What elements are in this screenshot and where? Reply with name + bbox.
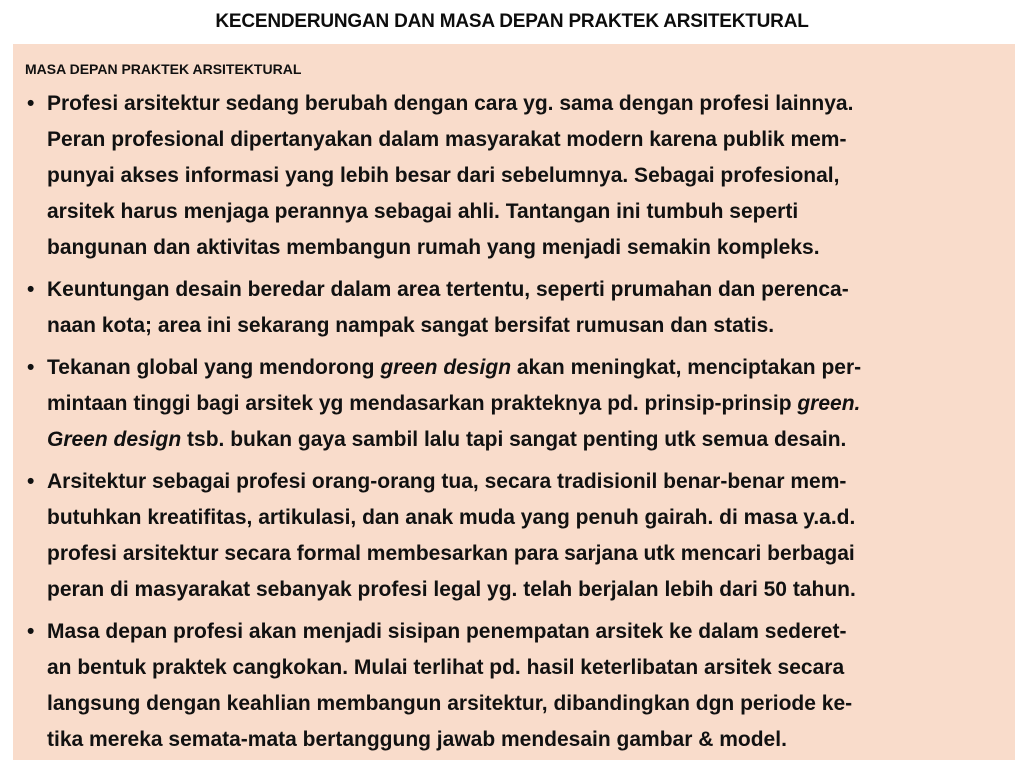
bullet-item-green-design bbox=[25, 350, 1003, 458]
bullet-line: butuhkan kreatifitas, artikulasi, dan anak muda yang penuh gairah. di masa y.a.d. bbox=[47, 506, 856, 529]
bullet-line: bangunan dan aktivitas membangun rumah yang menjadi semakin kompleks. bbox=[47, 236, 820, 259]
content-box bbox=[13, 44, 1015, 760]
bullet-line: naan kota; area ini sekarang nampak sangat bersifat rumusan dan statis. bbox=[47, 314, 775, 337]
bullet-line: arsitek harus menjaga perannya sebagai ahli. Tantangan ini tumbuh seperti bbox=[47, 200, 799, 223]
bullet-item-design-advantage bbox=[25, 272, 1003, 344]
bullet-line: Keuntungan desain beredar dalam area tertentu, seperti prumahan dan perenca- bbox=[47, 278, 849, 301]
bullet-line bbox=[47, 350, 1003, 386]
bullet-line bbox=[47, 422, 1003, 458]
bullet-line: Profesi arsitektur sedang berubah dengan cara yg. sama dengan profesi lainnya. bbox=[47, 92, 854, 115]
text-run: mintaan tinggi bagi arsitek yg mendasarkan prakteknya pd. prinsip-prinsip bbox=[47, 392, 798, 415]
bullet-line: langsung dengan keahlian membangun arsitektur, dibandingkan dgn periode ke- bbox=[47, 692, 853, 715]
bullet-item-future-profession bbox=[25, 614, 1003, 758]
emphasis-green-design: Green design bbox=[47, 428, 182, 451]
bullet-list bbox=[25, 86, 1003, 758]
bullet-line: punyai akses informasi yang lebih besar dari sebelumnya. Sebagai profesional, bbox=[47, 164, 840, 187]
bullet-item-old-profession bbox=[25, 464, 1003, 608]
bullet-dot-icon: • bbox=[27, 620, 35, 643]
bullet-line: peran di masyarakat sebanyak profesi legal yg. telah berjalan lebih dari 50 tahun. bbox=[47, 578, 856, 601]
bullet-line: tika mereka semata-mata bertanggung jawab mendesain gambar & model. bbox=[47, 728, 787, 751]
bullet-line: Peran profesional dipertanyakan dalam masyarakat modern karena publik mem- bbox=[47, 128, 847, 151]
bullet-line: an bentuk praktek cangkokan. Mulai terlihat pd. hasil keterlibatan arsitek secara bbox=[47, 656, 845, 679]
bullet-dot-icon: • bbox=[27, 356, 35, 379]
text-run: tsb. bukan gaya sambil lalu tapi sangat penting utk semua desain. bbox=[181, 428, 847, 451]
bullet-dot-icon: • bbox=[27, 470, 35, 493]
text-run: akan meningkat, menciptakan per- bbox=[511, 356, 862, 379]
text-run: Tekanan global yang mendorong bbox=[47, 356, 381, 379]
section-heading: MASA DEPAN PRAKTEK ARSITEKTURAL bbox=[25, 61, 302, 77]
bullet-line: profesi arsitektur secara formal membesarkan para sarjana utk mencari berbagai bbox=[47, 542, 855, 565]
emphasis-green: green. bbox=[797, 392, 861, 415]
bullet-line: Arsitektur sebagai profesi orang-orang tua, secara tradisionil benar-benar mem- bbox=[47, 470, 847, 493]
bullet-dot-icon: • bbox=[27, 278, 35, 301]
bullet-line bbox=[47, 386, 1003, 422]
emphasis-green-design: green design bbox=[380, 356, 512, 379]
bullet-line: Masa depan profesi akan menjadi sisipan penempatan arsitek ke dalam sederet- bbox=[47, 620, 847, 643]
bullet-dot-icon: • bbox=[27, 92, 35, 115]
bullet-item-profession-change bbox=[25, 86, 1003, 266]
slide-title: KECENDERUNGAN DAN MASA DEPAN PRAKTEK ARSITEKTURAL bbox=[215, 11, 809, 32]
